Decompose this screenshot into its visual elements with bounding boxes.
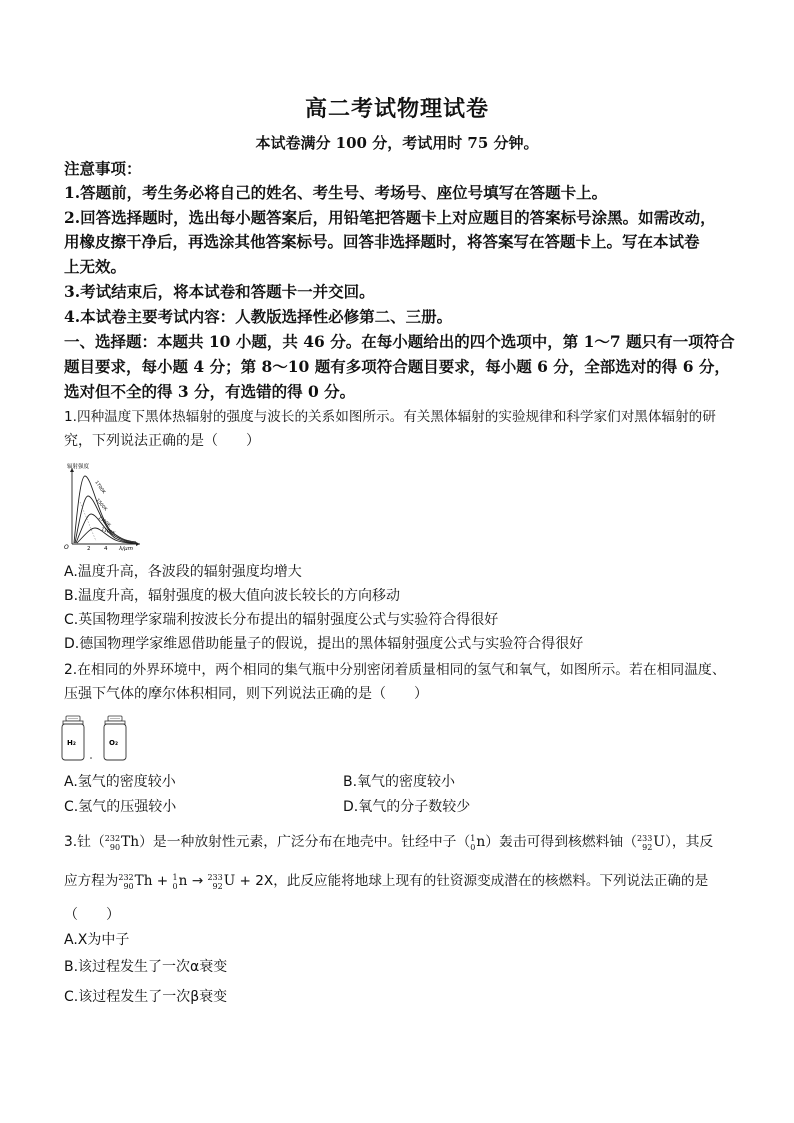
element-symbol: U bbox=[653, 834, 665, 850]
atomic-number: 92 bbox=[642, 842, 653, 852]
reaction-product: + 2X bbox=[235, 873, 274, 889]
uranium-nuclide bbox=[637, 831, 665, 853]
section-heading-line: 选对但不全的得 3 分，有选错的得 0 分。 bbox=[64, 382, 356, 401]
x-axis-label: λ/μm bbox=[119, 546, 133, 552]
notice-item: 2.回答选择题时，选出每小题答案后，用铅笔把答题卡上对应题目的答案标号涂黑。如需改动， bbox=[64, 208, 716, 227]
curve-label: 1100K bbox=[100, 527, 116, 537]
q3-text: ），其反 bbox=[664, 834, 714, 850]
q1-stem: 究，下列说法正确的是（ ） bbox=[64, 433, 260, 449]
oxygen-label: O₂ bbox=[109, 739, 119, 747]
atomic-number: 90 bbox=[109, 842, 121, 852]
mass-number: 233 bbox=[207, 872, 223, 882]
uranium-nuclide bbox=[207, 870, 235, 892]
q3-stem-line2 bbox=[64, 870, 708, 892]
y-axis-label: 辐射强度 bbox=[67, 464, 90, 470]
notice-item: 3.考试结束后，将本试卷和答题卡一并交回。 bbox=[64, 282, 375, 301]
mass-number: 1 bbox=[172, 872, 178, 882]
notice-item: 上无效。 bbox=[64, 257, 127, 276]
atomic-number: 0 bbox=[172, 881, 178, 891]
q2-option-d: D.氧气的分子数较少 bbox=[343, 799, 471, 815]
section-heading-line: 一、选择题：本题共 10 小题，共 46 分。在每小题给出的四个选项中，第 1～7 题只有一项符合 bbox=[64, 332, 735, 351]
reaction-arrow: → bbox=[187, 873, 208, 889]
element-symbol: Th bbox=[134, 873, 153, 889]
element-symbol: U bbox=[223, 873, 236, 889]
q2-option-a: A.氢气的密度较小 bbox=[64, 774, 176, 790]
notice-item: 用橡皮擦干净后，再选涂其他答案标号。回答非选择题时，将答案写在答题卡上。写在本试卷 bbox=[64, 232, 700, 251]
q1-option-b: B.温度升高，辐射强度的极大值向波长较长的方向移动 bbox=[64, 588, 401, 604]
mass-number: 1 bbox=[470, 833, 476, 843]
element-symbol: Th bbox=[121, 834, 140, 850]
neutron-nuclide bbox=[173, 870, 188, 892]
q1-option-d: D.德国物理学家维恩借助能量子的假说，提出的黑体辐射强度公式与实验符合得很好 bbox=[64, 636, 584, 652]
q3-option-c: C.该过程发生了一次β衰变 bbox=[64, 989, 228, 1005]
atomic-number: 92 bbox=[212, 881, 223, 891]
page-title: 高二考试物理试卷 bbox=[304, 96, 489, 122]
notice-item: 1.答题前，考生务必将自己的姓名、考生号、考场号、座位号填写在答题卡上。 bbox=[64, 183, 608, 202]
q3-text: ）是一种放射性元素，广泛分布在地壳中。钍经中子（ bbox=[139, 834, 471, 850]
q3-stem-line1 bbox=[64, 831, 713, 853]
q1-option-c: C.英国物理学家瑞利按波长分布提出的辐射强度公式与实验符合得很好 bbox=[64, 612, 499, 628]
q3-answer-bracket: （ ） bbox=[64, 907, 120, 923]
curve-label: 1700K bbox=[93, 480, 106, 495]
x-axis-arrow bbox=[136, 542, 140, 546]
thorium-nuclide bbox=[118, 870, 152, 892]
peak-shift-line bbox=[80, 502, 96, 541]
curve-label: 1300K bbox=[96, 515, 112, 529]
mass-number: 232 bbox=[118, 872, 134, 882]
q2-option-c: C.氢气的压强较小 bbox=[64, 799, 177, 815]
tick-label: 4 bbox=[104, 546, 108, 552]
page-subtitle: 本试卷满分 100 分，考试用时 75 分钟。 bbox=[255, 134, 539, 152]
q3-text: ）轰击可得到核燃料铀（ bbox=[485, 834, 638, 850]
section-heading-line: 题目要求，每小题 4 分；第 8～10 题有多项符合题目要求，每小题 6 分，全部选对的得 6 分， bbox=[64, 357, 730, 376]
oxygen-bottle bbox=[104, 716, 126, 760]
q1-stem: 1.四种温度下黑体热辐射的强度与波长的关系如图所示。有关黑体辐射的实验规律和科学家们对黑体辐射的研 bbox=[64, 409, 716, 425]
q2-stem: 压强下气体的摩尔体积相同，则下列说法正确的是（ ） bbox=[64, 686, 428, 702]
gas-bottles-figure bbox=[60, 714, 134, 764]
q3-text: 3.钍（ bbox=[64, 834, 105, 850]
hydrogen-label: H₂ bbox=[67, 739, 76, 747]
q2-option-b: B.氧气的密度较小 bbox=[343, 774, 456, 790]
curve-label: 1500K bbox=[94, 498, 108, 513]
q3-text: 应方程为 bbox=[64, 873, 119, 889]
q2-stem: 2.在相同的外界环境中，两个相同的集气瓶中分别密闭着质量相同的氢气和氧气，如图所示。若在相同温度、 bbox=[64, 662, 726, 678]
q1-option-a: A.温度升高，各波段的辐射强度均增大 bbox=[64, 564, 302, 580]
plus-sign: + bbox=[152, 873, 173, 889]
element-symbol: n bbox=[476, 834, 486, 850]
hydrogen-bottle bbox=[62, 716, 84, 760]
blackbody-radiation-figure bbox=[60, 462, 145, 552]
mass-number: 232 bbox=[104, 833, 121, 843]
origin-label: O bbox=[64, 544, 69, 551]
q3-option-b: B.该过程发生了一次α衰变 bbox=[64, 959, 228, 975]
separator-dot bbox=[90, 757, 92, 759]
thorium-nuclide bbox=[105, 831, 139, 853]
mass-number: 233 bbox=[637, 833, 653, 843]
neutron-nuclide bbox=[470, 831, 485, 853]
notice-heading: 注意事项： bbox=[64, 159, 142, 178]
q3-option-a: A.X为中子 bbox=[64, 932, 130, 948]
atomic-number: 90 bbox=[123, 881, 134, 891]
tick-label: 2 bbox=[87, 546, 91, 552]
element-symbol: n bbox=[178, 873, 188, 889]
notice-item: 4.本试卷主要考试内容：人教版选择性必修第二、三册。 bbox=[64, 307, 453, 326]
q3-text: ，此反应能将地球上现有的钍资源变成潜在的核燃料。下列说法正确的是 bbox=[273, 873, 709, 889]
atomic-number: 0 bbox=[470, 842, 476, 852]
